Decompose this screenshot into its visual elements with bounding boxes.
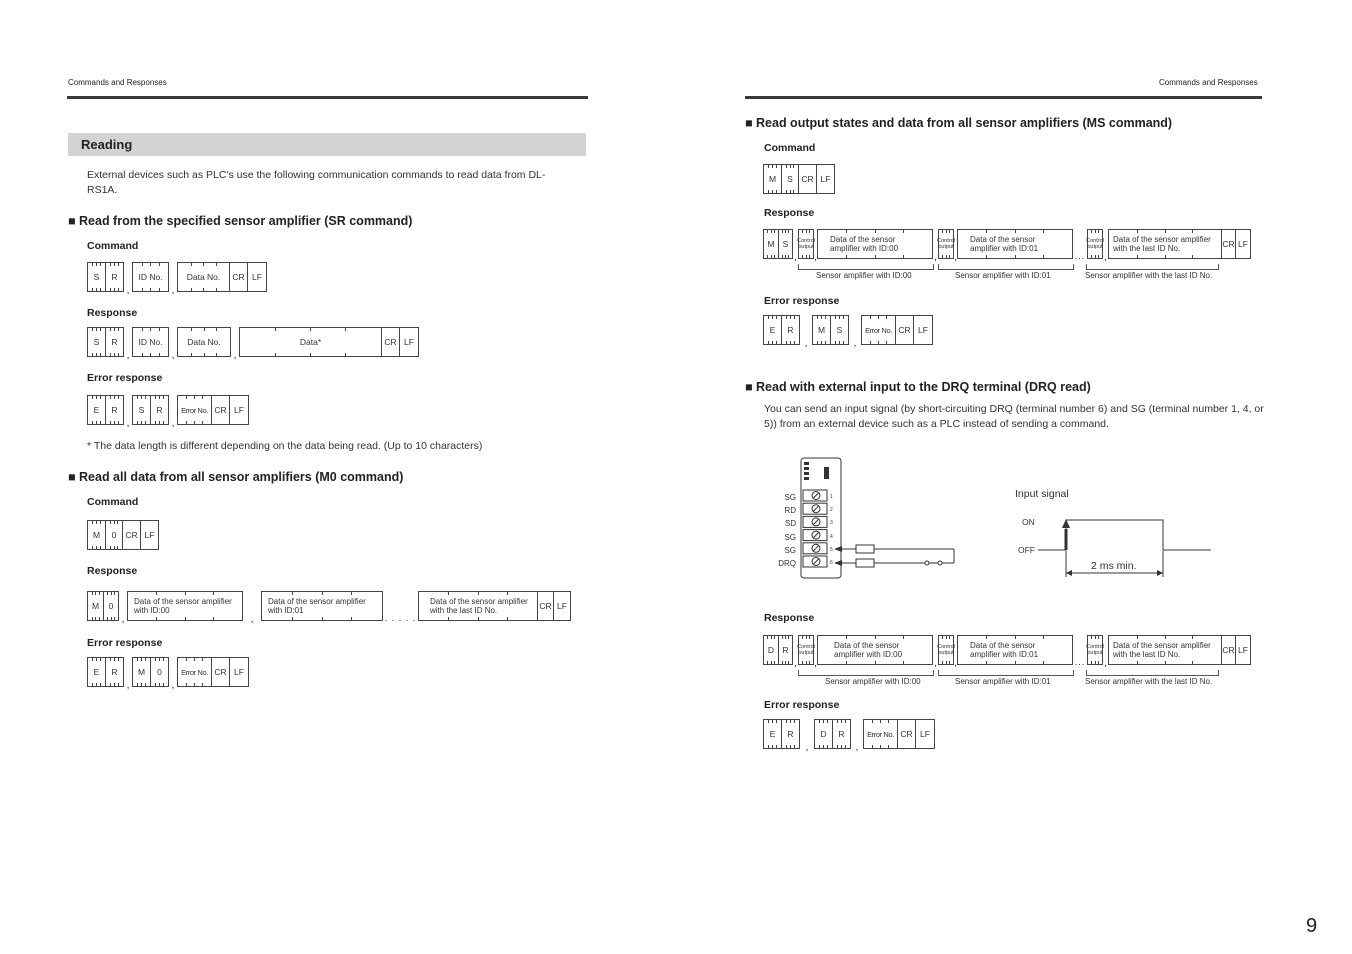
page-number: 9 (1306, 915, 1318, 937)
m0-response-label: Response (87, 565, 138, 577)
ms-error-frame: E R , M S , Error No. CR LF (763, 315, 933, 345)
m0-error-frame: E R , M 0 , Error No. CR LF (87, 657, 249, 687)
ms-error-label: Error response (764, 295, 840, 307)
sr-error-label: Error response (87, 372, 163, 384)
drq-brace-1 (798, 670, 934, 676)
terminal-labels: SG RD SD SG SG DRQ (778, 493, 796, 569)
header-right: Commands and Responses (1159, 78, 1258, 87)
header-rule-left (67, 96, 588, 99)
drq-brace-label-3: Sensor amplifier with the last ID No. (1085, 677, 1213, 686)
ms-brace-3 (1086, 264, 1219, 270)
drq-title: ■ Read with external input to the DRQ terminal (DRQ read) (745, 380, 1091, 394)
m0-title: ■ Read all data from all sensor amplifiers (M0 command) (68, 470, 404, 484)
sr-title: ■ Read from the specified sensor amplifier (SR command) (68, 214, 413, 228)
ms-title: ■ Read output states and data from all sensor amplifiers (MS command) (745, 116, 1173, 130)
ms-response-frame: M S , Control output , Data of the sensor amplifier with ID:00 , Control output , Data of the sensor amplifier with ID:01 ... Control output , Data of the sensor amplifier with the last ID No. CR LF (763, 229, 1251, 259)
ms-command-frame: M S CR LF (763, 164, 835, 194)
ms-command-label: Command (764, 142, 816, 154)
header-left: Commands and Responses (68, 78, 167, 87)
drq-brace-label-2: Sensor amplifier with ID:01 (955, 677, 1051, 686)
drq-brace-3 (1086, 670, 1219, 676)
signal-title: Input signal (1015, 488, 1069, 500)
section-intro: External devices such as PLC's use the following communication commands to read data from DL-RS1A. (87, 169, 546, 196)
ms-brace-2 (938, 264, 1074, 270)
drq-error-label: Error response (764, 699, 840, 711)
terminal-numbers: 1 2 3 4 5 6 (830, 494, 833, 567)
m0-response-frame: M 0 , Data of the sensor amplifier with ID:00 , Data of the sensor amplifier with ID:01 . . . . . Data of the sensor amplifier with the last ID No. CR LF (87, 591, 571, 621)
sr-command-frame: S R , ID No. , Data No. CR LF (87, 262, 267, 292)
m0-command-label: Command (87, 496, 139, 508)
ms-brace-label-2: Sensor amplifier with ID:01 (955, 271, 1051, 280)
section-title: Reading (68, 133, 586, 156)
signal-on-label: ON (1022, 517, 1035, 527)
m0-command-frame: M 0 CR LF (87, 520, 159, 550)
drq-brace-2 (938, 670, 1074, 676)
m0-error-label: Error response (87, 637, 163, 649)
ms-brace-label-3: Sensor amplifier with the last ID No. (1085, 271, 1213, 280)
terminal-block-diagram (770, 450, 970, 585)
drq-brace-label-1: Sensor amplifier with ID:00 (825, 677, 921, 686)
sr-footnote: * The data length is different depending on the data being read. (Up to 10 characters) (87, 440, 483, 452)
drq-response-frame: D R , Control output , Data of the sensor amplifier with ID:00 , Control output , Data of the sensor amplifier with ID:01 ... Control output , Data of the sensor amplifier with the last ID No. CR LF (763, 635, 1251, 665)
ms-brace-label-1: Sensor amplifier with ID:00 (816, 271, 912, 280)
signal-off-label: OFF (1018, 545, 1035, 555)
header-rule-right (745, 96, 1262, 99)
drq-error-frame: E R , D R , Error No. CR LF (763, 719, 935, 749)
ms-response-label: Response (764, 207, 815, 219)
sr-command-label: Command (87, 240, 139, 252)
sr-error-frame: E R , S R , Error No. CR LF (87, 395, 249, 425)
ms-brace-1 (798, 264, 934, 270)
drq-response-label: Response (764, 612, 815, 624)
sr-response-frame: S R , ID No. , Data No. , Data* CR LF (87, 327, 419, 357)
signal-min-time: 2 ms min. (1091, 560, 1137, 572)
drq-description: You can send an input signal (by short-circuiting DRQ (terminal number 6) and SG (terminal number 1, 4, or 5)) from an external device such as a PLC instead of sending a command. (764, 403, 1264, 430)
sr-response-label: Response (87, 307, 138, 319)
